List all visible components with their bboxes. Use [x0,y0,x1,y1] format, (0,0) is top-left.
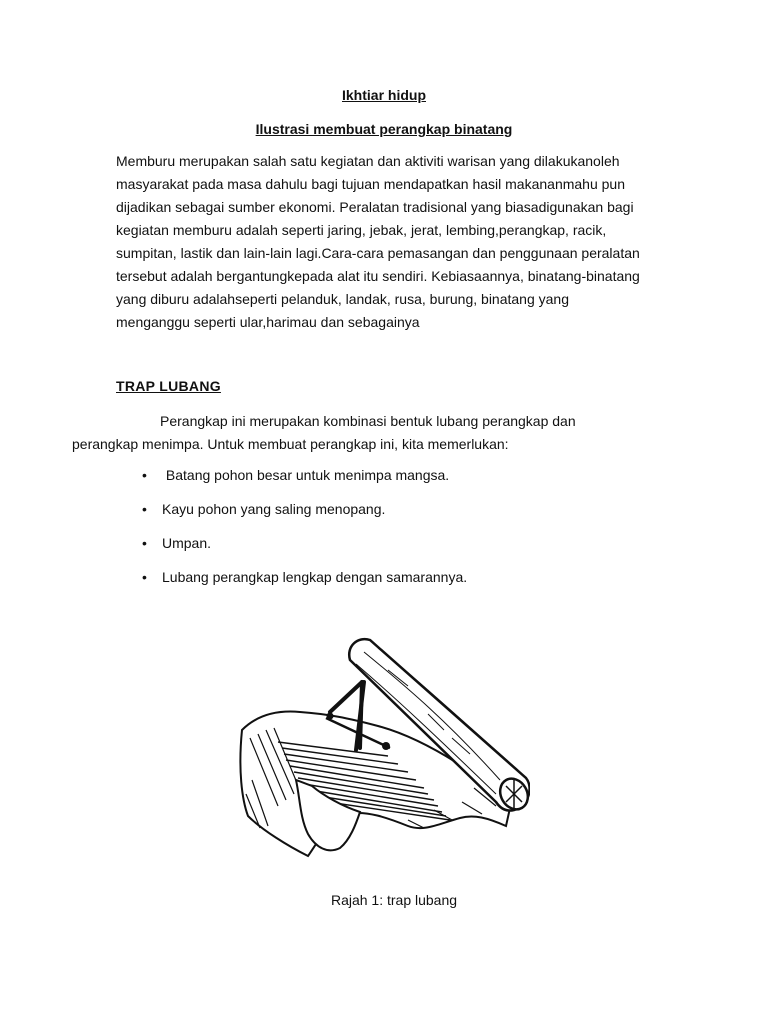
list-item [116,532,467,566]
document-title: Ikhtiar hidup [342,87,426,103]
bullet-icon: • [142,535,147,551]
intro-line: menganggu seperti ular,harimau dan sebagainya [116,314,420,330]
bullet-icon: • [142,569,147,585]
list-item [116,464,467,498]
list-item-text: Batang pohon besar untuk menimpa mangsa. [162,467,450,483]
figure-caption: Rajah 1: trap lubang [330,892,458,908]
section-paragraph [72,410,616,456]
list-item-text: Lubang perangkap lengkap dengan samarannya. [162,569,468,585]
bullet-icon: • [142,501,147,517]
document-subtitle: Ilustrasi membuat perangkap binatang [255,121,513,137]
materials-list [116,464,467,600]
section-line: Perangkap ini merupakan kombinasi bentuk lubang perangkap dan [160,413,576,429]
section-heading: TRAP LUBANG [116,378,221,394]
section-line: perangkap menimpa. Untuk membuat perangkap ini, kita memerlukan: [72,436,509,452]
list-item-text: Umpan. [162,535,212,551]
intro-line: dijadikan sebagai sumber ekonomi. Peralatan tradisional yang biasadigunakan bagi [116,199,634,215]
intro-line: tersebut adalah bergantungkepada alat itu sendiri. Kebiasaannya, binatang-binatang [116,268,640,284]
trap-illustration [238,630,530,862]
list-item [116,498,467,532]
list-item-text: Kayu pohon yang saling menopang. [162,501,386,517]
list-item [116,566,467,600]
intro-paragraph [116,150,652,334]
intro-line: sumpitan, lastik dan lain-lain lagi.Cara-cara pemasangan dan penggunaan peralatan [116,245,640,261]
intro-line: yang diburu adalahseperti pelanduk, landak, rusa, burung, binatang yang [116,291,569,307]
bullet-icon: • [142,467,147,483]
intro-line: masyarakat pada masa dahulu bagi tujuan mendapatkan hasil makananmahu pun [116,176,626,192]
intro-line: Memburu merupakan salah satu kegiatan dan aktiviti warisan yang dilakukanoleh [116,153,620,169]
intro-line: kegiatan memburu adalah seperti jaring, jebak, jerat, lembing,perangkap, racik, [116,222,607,238]
